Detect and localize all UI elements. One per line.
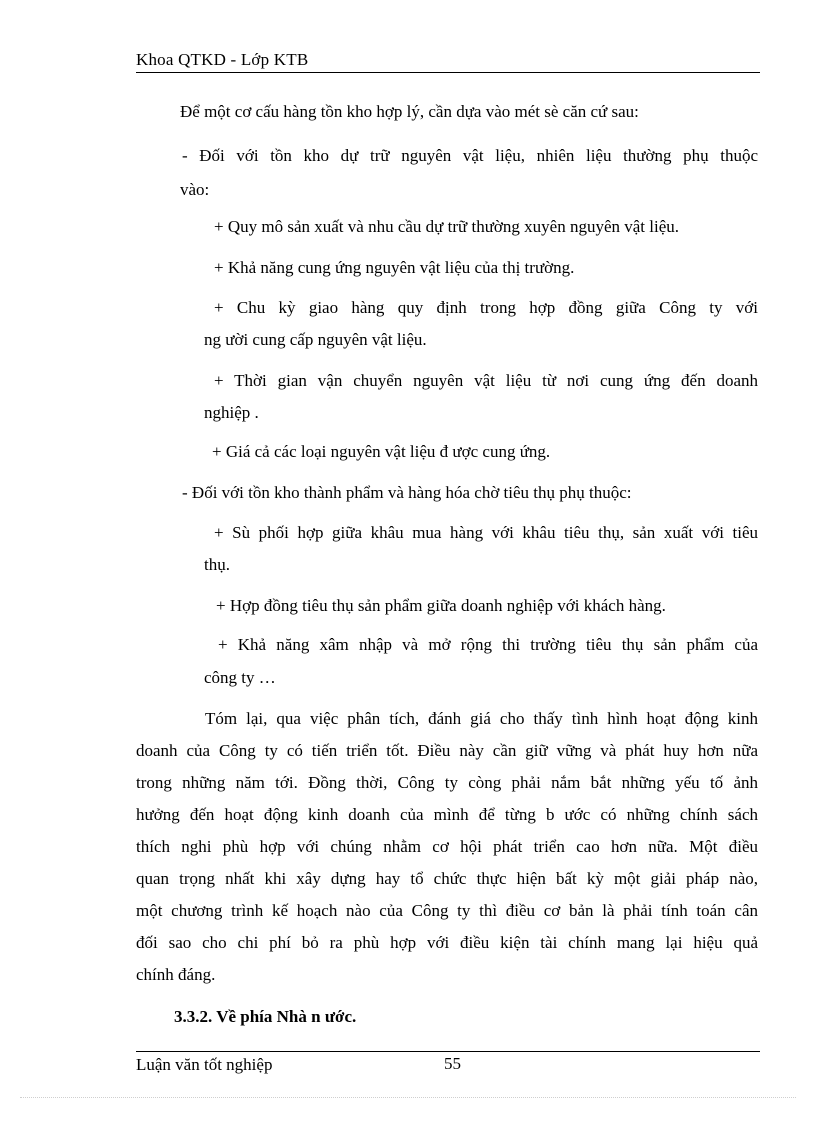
header-rule [136, 72, 760, 73]
summary-line: quan trọng nhất khi xây dựng hay tổ chức thực hiện bất kỳ một giải pháp nào, [136, 869, 758, 888]
intro-line: Để một cơ cấu hàng tồn kho hợp lý, cần dựa vào mét sè căn cứ sau: [180, 102, 639, 121]
summary-line: chính đáng. [136, 965, 216, 984]
page-number: 55 [444, 1054, 461, 1073]
summary-line: một chương trình kế hoạch nào của Công ty thì điều cơ bản là phải tính toán cân [136, 901, 758, 920]
rm-item-3-cont: ng ười cung cấp nguyên vật liệu. [204, 330, 427, 349]
summary-line: đối sao cho chi phí bỏ ra phù hợp với điều kiện tài chính mang lại hiệu quả [136, 933, 758, 952]
summary-line: doanh của Công ty có tiến triển tốt. Điều này cần giữ vững và phát huy hơn nữa [136, 741, 758, 760]
raw-material-heading-cont: vào: [180, 180, 210, 199]
page-edge-divider [20, 1097, 796, 1098]
summary-line: trong những năm tới. Đồng thời, Công ty còng phải nắm bắt những yếu tố ảnh [136, 773, 758, 792]
summary-line: Tóm lại, qua việc phân tích, đánh giá cho thấy tình hình hoạt động kinh [205, 709, 758, 728]
fg-item-3-cont: công ty … [204, 668, 276, 687]
rm-item-2: + Khả năng cung ứng nguyên vật liệu của thị trường. [214, 258, 575, 277]
fg-item-2: + Hợp đồng tiêu thụ sản phẩm giữa doanh nghiệp với khách hàng. [216, 596, 666, 615]
rm-item-4: + Thời gian vận chuyển nguyên vật liệu từ nơi cung ứng đến doanh [214, 371, 758, 390]
finished-goods-heading: - Đối với tồn kho thành phẩm và hàng hóa chờ tiêu thụ phụ thuộc: [182, 483, 632, 502]
footer-text: Luận văn tốt nghiệp [136, 1055, 273, 1074]
fg-item-1-cont: thụ. [204, 555, 230, 574]
running-header: Khoa QTKD - Lớp KTB [136, 50, 309, 69]
fg-item-1: + Sù phối hợp giữa khâu mua hàng với khâu tiêu thụ, sản xuất với tiêu [214, 523, 758, 542]
fg-item-3: + Khả năng xâm nhập và mở rộng thi trường tiêu thụ sản phẩm của [218, 635, 758, 654]
rm-item-3: + Chu kỳ giao hàng quy định trong hợp đồng giữa Công ty với [214, 298, 758, 317]
section-heading: 3.3.2. Về phía Nhà n ước. [174, 1007, 357, 1026]
summary-line: thích nghi phù hợp với chúng nhằm cơ hội phát triển cao hơn nữa. Một điều [136, 837, 758, 856]
rm-item-5: + Giá cả các loại nguyên vật liệu đ ược cung ứng. [212, 442, 551, 461]
rm-item-4-cont: nghiệp . [204, 403, 259, 422]
rm-item-1: + Quy mô sản xuất và nhu cầu dự trữ thường xuyên nguyên vật liệu. [214, 217, 679, 236]
raw-material-heading: - Đối với tồn kho dự trữ nguyên vật liệu, nhiên liệu thường phụ thuộc [182, 146, 758, 165]
summary-line: hưởng đến hoạt động kinh doanh của mình để từng b ước có những chính sách [136, 805, 758, 824]
footer-rule [136, 1051, 760, 1052]
